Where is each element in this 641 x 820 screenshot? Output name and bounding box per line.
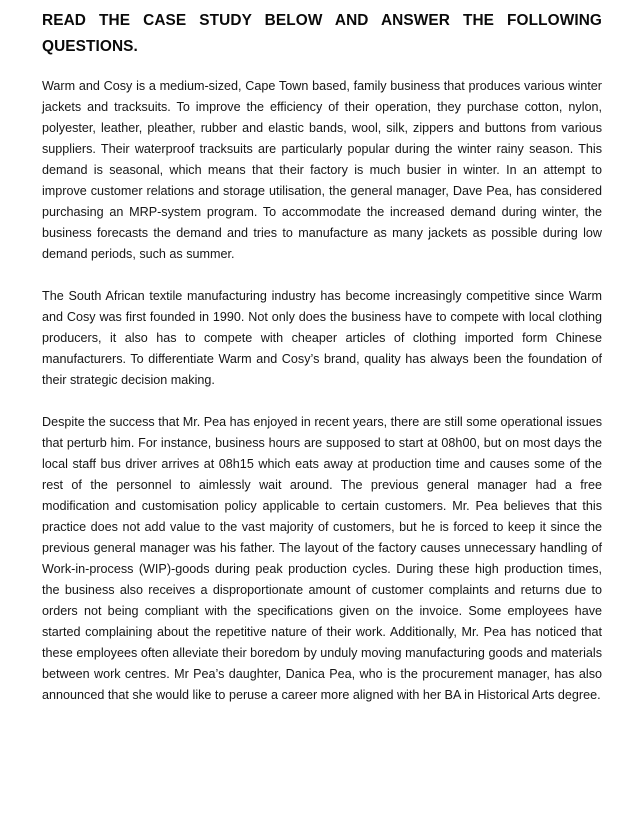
paragraph-industry-competition: The South African textile manufacturing industry has become increasingly competitive since Warm and Cosy was first founded in 1990. Not only does the business have to compete with local clothing producers, it also has to compete with cheaper articles of clothing imported form Chinese manufacturers. To differentiate Warm and Cosy’s brand, quality has always been the foundation of their strategic decision making. bbox=[42, 289, 602, 387]
paragraph-company-overview: Warm and Cosy is a medium-sized, Cape Town based, family business that produces various winter jackets and tracksuits. To improve the efficiency of their operation, they purchase cotton, nylon, polyester, leather, pleather, rubber and elastic bands, wool, silk, zippers and buttons from various suppliers. Their waterproof tracksuits are particularly popular during the winter rainy season. This demand is seasonal, which means that their factory is much busier in winter. In an attempt to improve customer relations and storage utilisation, the general manager, Dave Pea, has considered purchasing an MRP-system program. To accommodate the increased demand during winter, the business forecasts the demand and tries to manufacture as many jackets as possible during low demand periods, such as summer. bbox=[42, 79, 602, 261]
document-page bbox=[42, 8, 602, 727]
paragraph-operational-issues: Despite the success that Mr. Pea has enjoyed in recent years, there are still some operational issues that perturb him. For instance, business hours are supposed to start at 08h00, but on most days the local staff bus driver arrives at 08h15 which eats away at production time and causes some of the rest of the personnel to aimlessly wait around. The previous general manager had a free modification and customisation policy applicable to certain customers. Mr. Pea believes that this practice does not add value to the vast majority of customers, but he is forced to keep it since the previous general manager was his father. The layout of the factory causes unnecessary handling of Work-in-process (WIP)-goods during peak production cycles. During these high production times, the business also receives a disproportionate amount of customer complaints and returns due to orders not being compliant with the specifications given on the invoice. Some employees have started complaining about the repetitive nature of their work. Additionally, Mr. Pea has noticed that these employees often alleviate their boredom by unduly moving manufacturing goods and materials between work centres. Mr Pea’s daughter, Danica Pea, who is the procurement manager, has also announced that she would like to peruse a career more aligned with her BA in Historical Arts degree. bbox=[42, 415, 603, 702]
case-study-heading: READ THE CASE STUDY BELOW AND ANSWER THE FOLLOWING QUESTIONS. bbox=[42, 12, 602, 55]
